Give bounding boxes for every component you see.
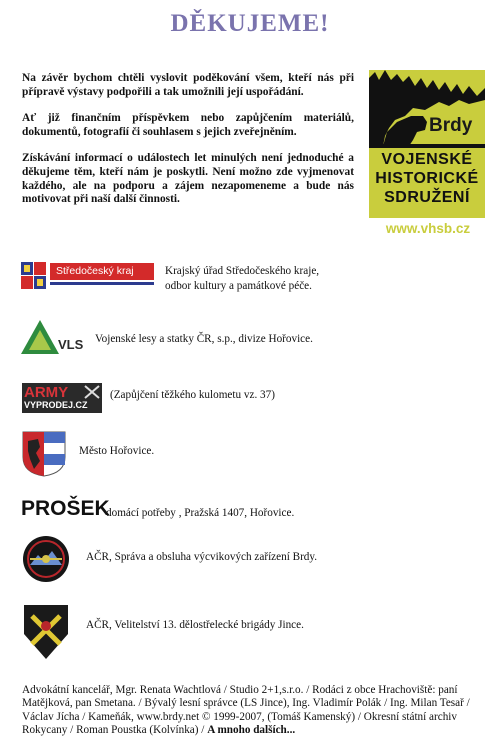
prosek-logo: PROŠEK (21, 497, 110, 520)
acr-jince-badge-icon (22, 604, 70, 660)
kraj-line-1: Krajský úřad Středočeského kraje, (165, 265, 320, 277)
logo-lines (369, 150, 485, 207)
army-logo (22, 383, 102, 413)
website-link[interactable]: www.vhsb.cz (385, 221, 471, 236)
horovice-coat-of-arms-icon (22, 431, 66, 477)
intro-text (22, 72, 354, 220)
acr-brdy-badge-icon (22, 535, 70, 583)
logo-line-1: VOJENSKÉ (381, 151, 473, 168)
footer-credits (22, 684, 484, 738)
kraj-line-2: odbor kultury a památkové péče. (165, 280, 312, 292)
footer-bold-tail: A mnoho dalších... (207, 724, 296, 737)
acr-brdy-text: AČR, Správa a obsluha výcvikových zařízení Brdy. (86, 551, 318, 563)
kraj-band: Středočeský kraj (50, 263, 154, 280)
kraj-underline (50, 282, 154, 285)
intro-paragraph-3: Získávání informací o událostech let minulých není jednoduché a děkujeme těm, kteří nám je poskytli. Není možno zde vyjmenovat každého, ale na podporu a zájem nezapomeneme a bude nás motivovat při naší další činnosti. (22, 152, 354, 206)
vls-logo-text: VLS (58, 337, 84, 352)
army-text: (Zapůjčení těžkého kulometu vz. 37) (110, 389, 275, 401)
army-logo-sub: VYPRODEJ.CZ (24, 400, 88, 410)
footer-text: Advokátní kancelář, Mgr. Renata Wachtlová / Studio 2+1,s.r.o. / Rodáci z obce Hrachoviště: paní Matějková, pan Smetana. / Bývalý lesní správce (LS Jince), Ing. Vladimír Polák / Ing. Milan Tesař / Václav Jícha / Kameňák, www.brdy.net © 1999-2007, (Tomáš Kamenský) / Okresní státní archiv Rokycany / Roman Poustka (Kolvínka) / (22, 684, 470, 737)
intro-paragraph-1: Na závěr bychom chtěli vyslovit poděkování všem, kteří nás při přípravě výstavy podpořili a tak umožnili její uspořádání. (22, 72, 354, 98)
vls-triangle-icon (21, 320, 59, 356)
army-logo-word: ARMY (24, 384, 69, 401)
vhsb-logo (369, 70, 485, 218)
page-title: DĚKUJEME! (170, 10, 330, 37)
kraj-logo (21, 262, 156, 292)
logo-line-2: HISTORICKÉ (375, 170, 479, 187)
intro-paragraph-2: Ať již finančním příspěvkem nebo zapůjčením materiálů, dokumentů, fotografií či souhlasem s jejich zveřejněním. (22, 112, 354, 138)
logo-brdy-text: Brdy (429, 115, 473, 136)
horovice-text: Město Hořovice. (79, 445, 155, 457)
kraj-coat-of-arms-icon (21, 262, 47, 290)
logo-line-3: SDRUŽENÍ (384, 189, 470, 206)
prosek-text: domácí potřeby , Pražská 1407, Hořovice. (106, 507, 295, 519)
vls-text: Vojenské lesy a statky ČR, s.p., divize Hořovice. (95, 333, 313, 345)
acr-jince-text: AČR, Velitelství 13. dělostřelecké brigády Jince. (86, 619, 304, 631)
crossed-swords-icon (84, 385, 100, 399)
kraj-text (165, 264, 319, 294)
